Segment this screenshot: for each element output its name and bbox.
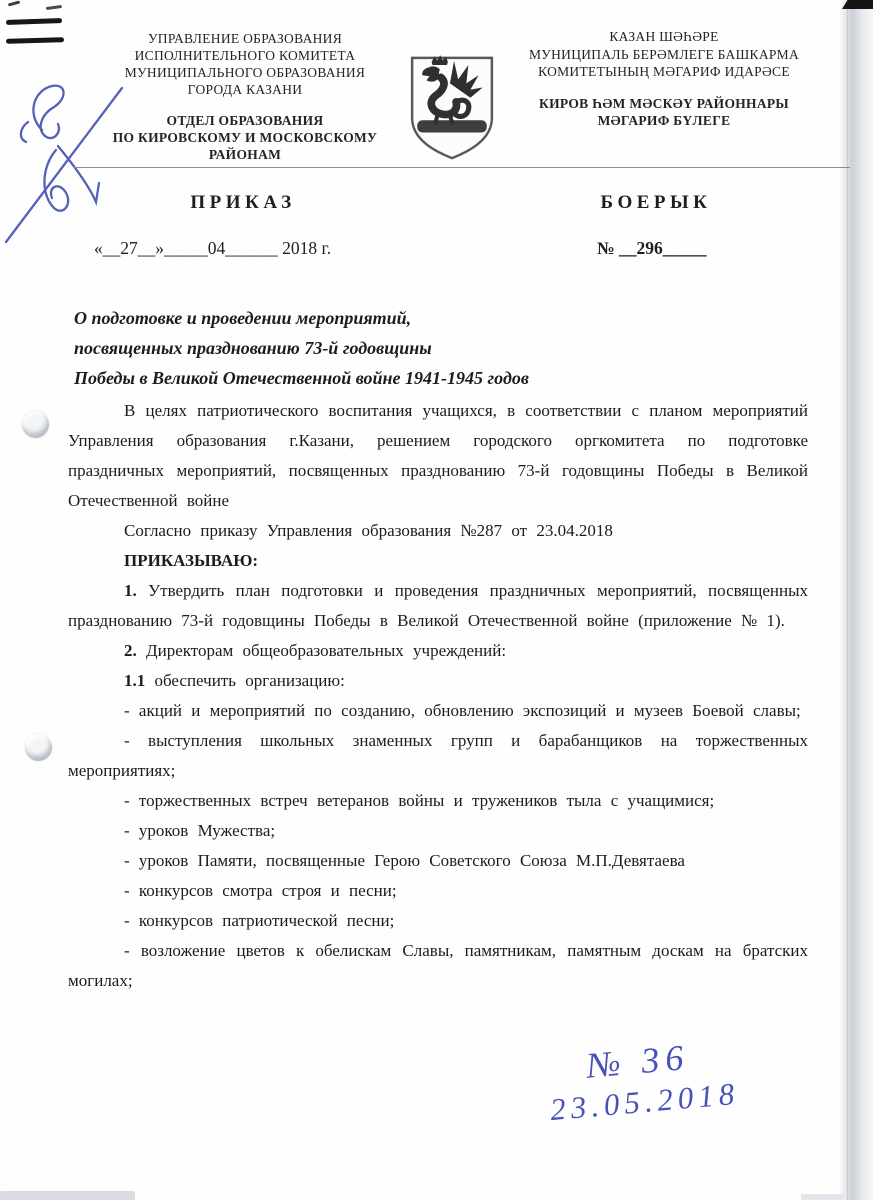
org-line: МУНИЦИПАЛЬ БЕРӘМЛЕГЕ БАШКАРМА (528, 46, 800, 62)
subject-line: Победы в Великой Отечественной войне 1941-1945 годов (74, 368, 529, 388)
paragraph: 1.1 обеспечить организацию: (124, 671, 345, 690)
list-item: - уроков Мужества; (124, 821, 276, 840)
scan-artifact (801, 1194, 843, 1200)
scan-artifact (8, 0, 20, 6)
org-line: МУНИЦИПАЛЬНОГО ОБРАЗОВАНИЯ (124, 65, 366, 80)
list-item: - конкурсов патриотической песни; (124, 911, 395, 930)
org-line: КОМИТЕТЫНЫҢ МӘГАРИФ ИДАРӘСЕ (538, 64, 790, 79)
dept-line: ОТДЕЛ ОБРАЗОВАНИЯ (166, 113, 324, 128)
letterhead-tatar (468, 28, 860, 130)
order-subject (74, 303, 529, 393)
hole-punch (22, 411, 49, 438)
list-item: - уроков Памяти, посвященные Герою Советского Союза М.П.Девятаева (124, 851, 685, 870)
org-line: ИСПОЛНИТЕЛЬНОГО КОМИТЕТА (134, 48, 356, 63)
subject-line: посвященных празднованию 73-й годовщины (74, 338, 432, 358)
dept-line: РАЙОНАМ (208, 147, 282, 162)
paragraph: Согласно приказу Управления образования №287 от 23.04.2018 (124, 521, 613, 540)
list-item: - возложение цветов к обелискам Славы, памятникам, памятным доскам на братских могилах; (68, 941, 808, 990)
org-line: КАЗАН ШӘҺӘРЕ (609, 29, 719, 44)
paragraph: 2. Директорам общеобразовательных учреждений: (124, 641, 507, 660)
dept-line: КИРОВ ҺӘМ МӘСКӘҮ РАЙОННАРЫ (538, 95, 789, 111)
letterhead-russian (84, 30, 406, 163)
handwritten-number: № 36 (584, 1036, 691, 1086)
list-item: - конкурсов смотра строя и песни; (124, 881, 397, 900)
order-body (68, 396, 808, 996)
scan-artifact (46, 5, 62, 10)
list-item: - торжественных встреч ветеранов войны и тружеников тыла с учащимися; (124, 791, 715, 810)
paper-edge-line (847, 0, 848, 1200)
order-number: № __296_____ (597, 238, 707, 258)
subject-line: О подготовке и проведении мероприятий, (74, 308, 412, 328)
dept-line: ПО КИРОВСКОМУ И МОСКОВСКОМУ (112, 130, 378, 145)
paragraph: 1. Утвердить план подготовки и проведения праздничных мероприятий, посвященных празднованию 73-й годовщины Победы в Великой Отечественной войне (приложение № 1). (68, 581, 808, 630)
org-line: УПРАВЛЕНИЕ ОБРАЗОВАНИЯ (147, 31, 343, 46)
list-item: - выступления школьных знаменных групп и барабанщиков на торжественных мероприятиях; (68, 731, 808, 780)
dept-line: МӘГАРИФ БҮЛЕГЕ (597, 113, 731, 128)
scan-edge-shadow (839, 0, 873, 1200)
order-title-tatar: БОЕРЫК (600, 192, 712, 213)
handwritten-date: 23.05.2018 (548, 1075, 741, 1128)
handwritten-registration-note (545, 1032, 741, 1128)
hole-punch (25, 734, 52, 761)
order-title-russian: ПРИКАЗ (190, 192, 296, 213)
scan-artifact (6, 18, 62, 25)
order-date-line: «__27__»_____04______ 2018 г. (94, 238, 332, 258)
paragraph: В целях патриотического воспитания учащихся, в соответствии с планом мероприятий Управления образования г.Казани, решением городского оргкомитета по подготовке праздничных мероприятий, посвященных празднованию 73-й годовщины Победы в Великой Отечественной войне (68, 401, 808, 510)
paragraph: ПРИКАЗЫВАЮ: (124, 551, 259, 570)
scan-artifact (0, 1191, 135, 1200)
letterhead-divider (74, 167, 850, 168)
org-line: ГОРОДА КАЗАНИ (187, 82, 303, 97)
list-item: - акций и мероприятий по созданию, обновлению экспозиций и музеев Боевой славы; (124, 701, 801, 720)
